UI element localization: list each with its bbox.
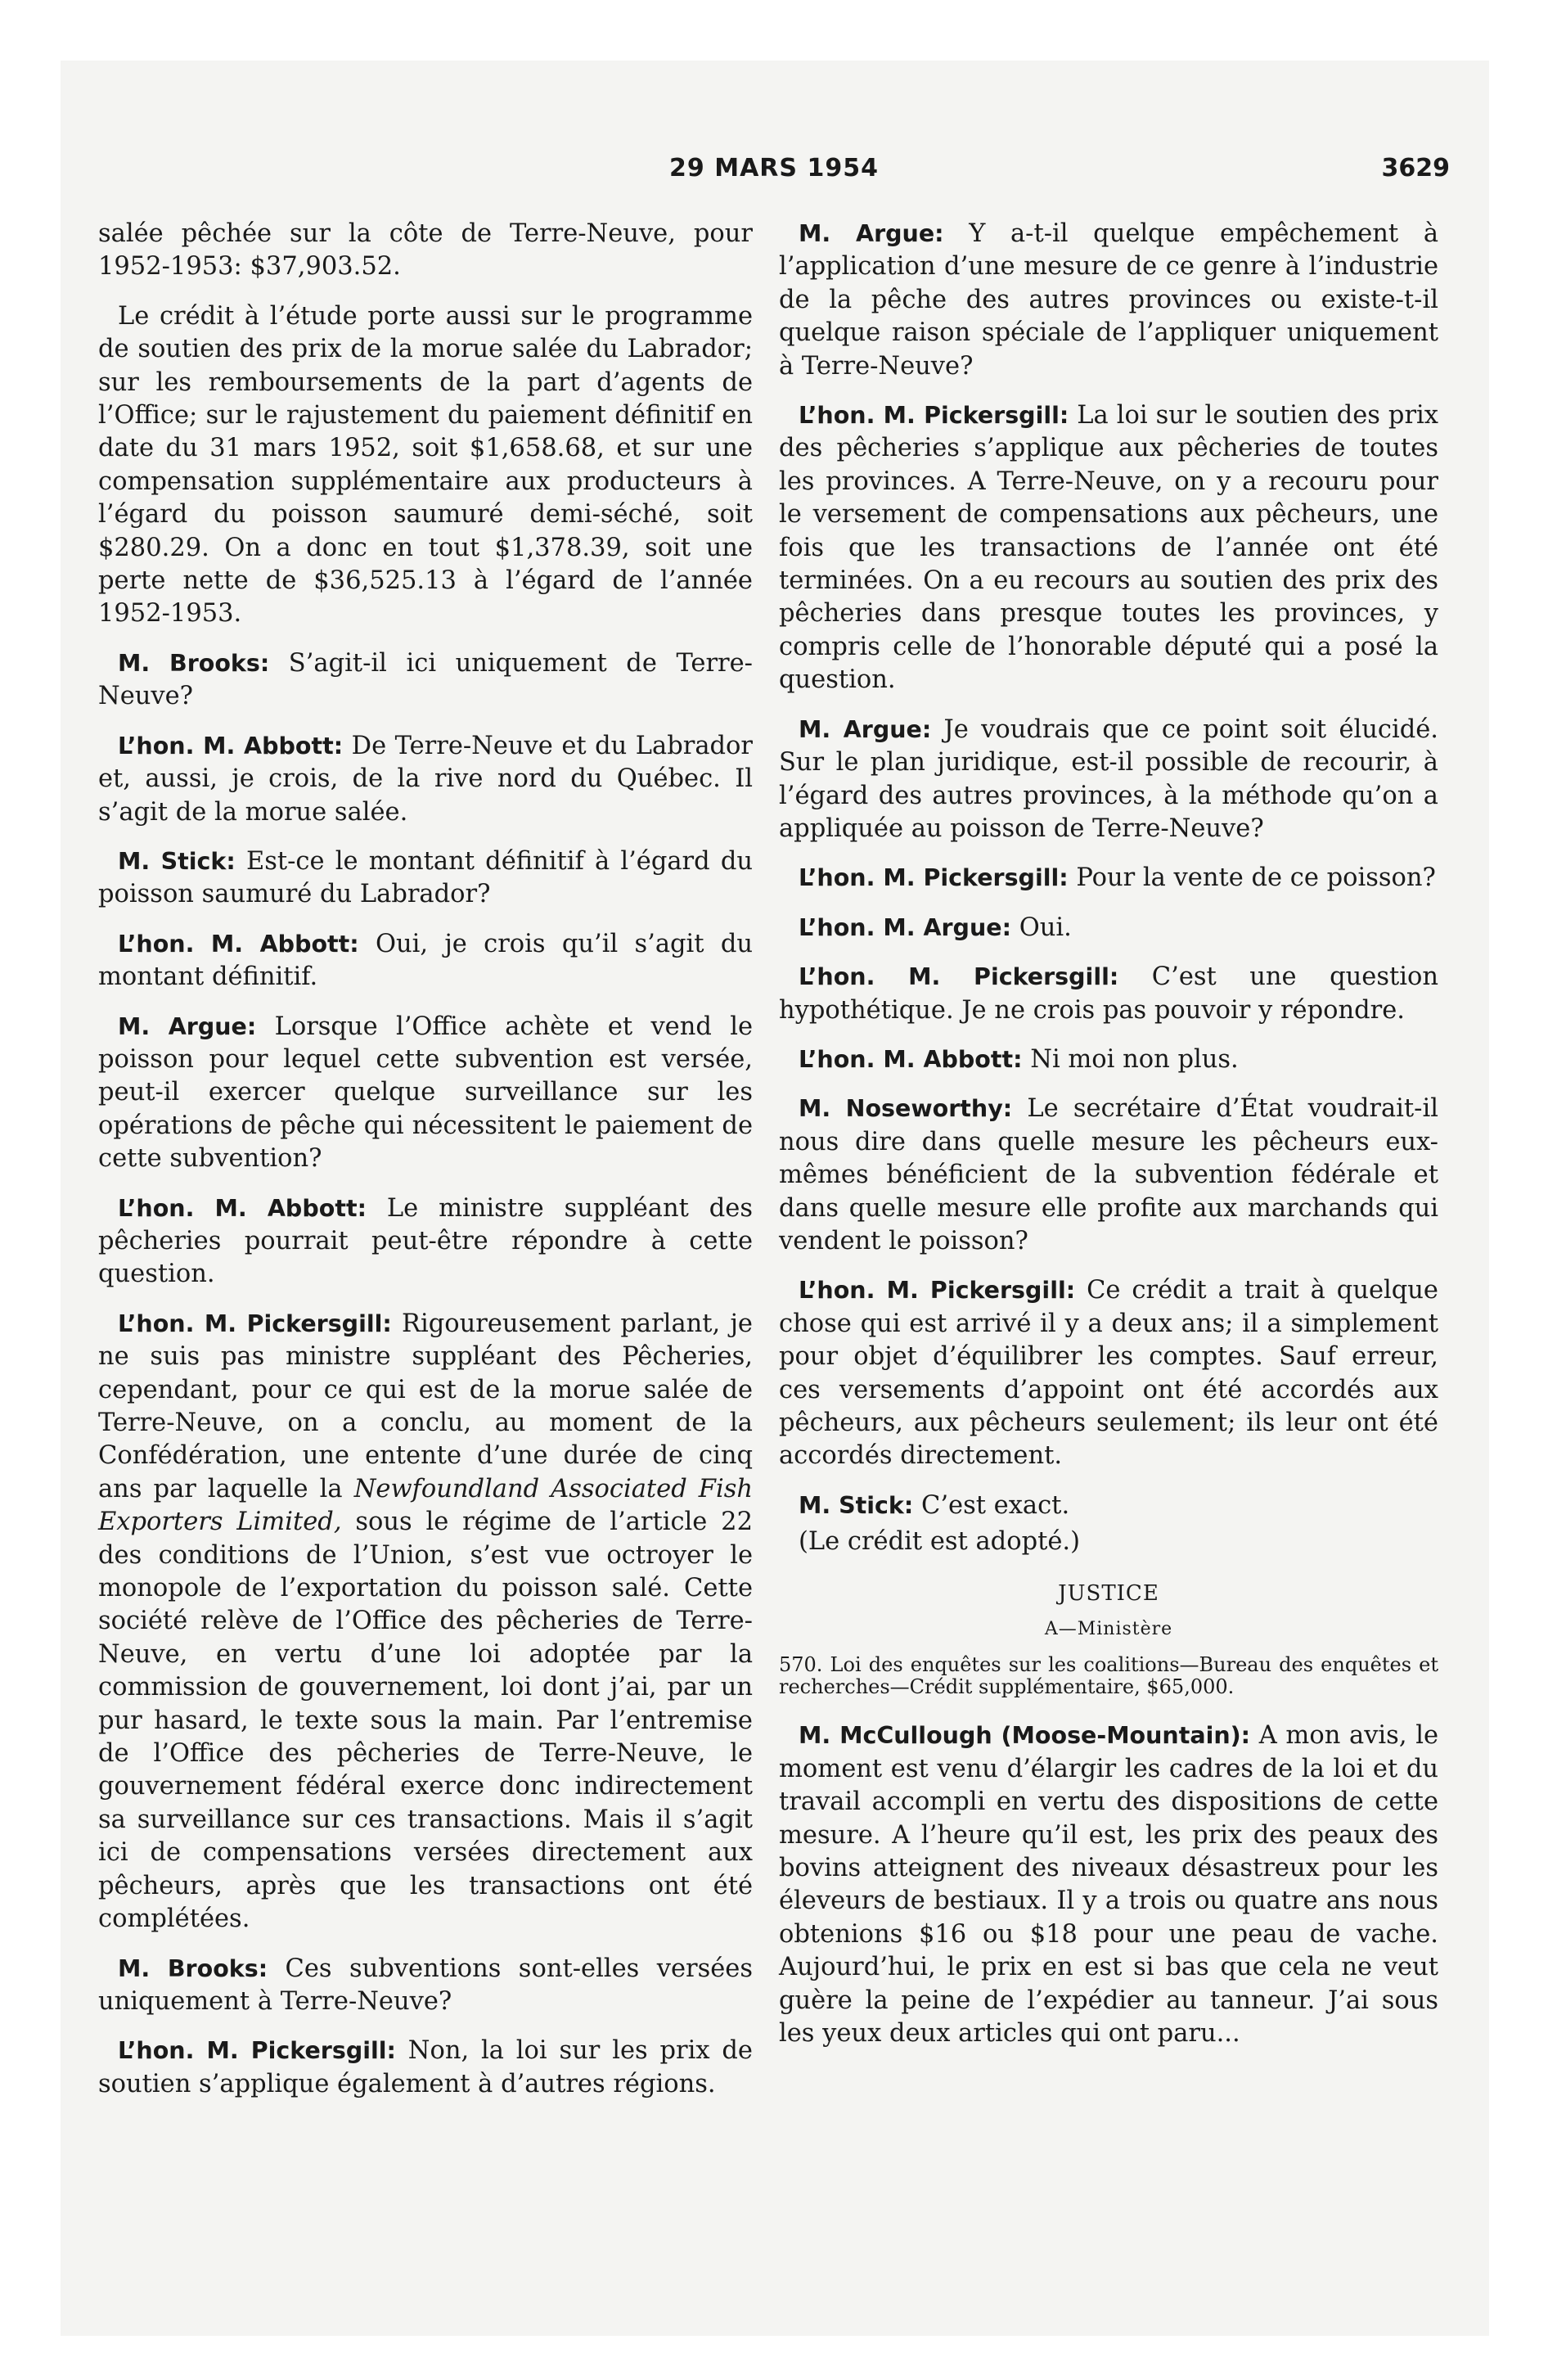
speech [779,1044,1438,1076]
speaker-name: L’hon. M. Pickersgill: [118,2037,396,2065]
speech [98,1308,753,1936]
speech-text: Ce crédit a trait à quelque chose qui est arrivé il y a deux ans; il a simplement pour objet d’équilibrer les comptes. Sauf erreur, ces versements d’appoint ont été accordés aux pêcheurs, aux pêcheurs seulement; ils leur ont été accordés directement. [779,1276,1438,1471]
speech-text: Ni moi non plus. [1030,1044,1239,1074]
right-column [779,218,1438,2067]
speech-text: De Terre-Neuve et du Labrador et, aussi, je crois, de la rive nord du Québec. Il s’agit de la morue salée. [98,731,753,827]
speech [98,730,753,829]
speech-text: Oui. [1019,913,1072,942]
speaker-name: M. Argue: [799,220,944,247]
speaker-name: M. McCullough (Moose-Mountain): [799,1722,1251,1750]
speaker-name: M. Argue: [118,1012,257,1040]
speech-text: Pour la vente de ce poisson? [1076,863,1436,893]
speech-text: Je voudrais que ce point soit élucidé. Sur le plan juridique, est-il possible de recourir, à l’égard des autres provinces, à la méthode qu’on a appliquée au poisson de Terre-Neuve? [779,714,1438,843]
speech [98,845,753,912]
speaker-name: M. Stick: [799,1491,914,1519]
vote-adopted-note: (Le crédit est adopté.) [799,1527,1080,1557]
speech [779,1274,1438,1472]
running-header [98,154,1450,190]
speaker-name: M. Brooks: [118,1954,268,1982]
speech [779,1720,1438,2050]
company-name-italic: Newfoundland Associated Fish Exporters Limited, [98,1474,754,1537]
vote-item: 570. Loi des enquêtes sur les coalitions—Bureau des enquêtes et recherches—Crédit supplémentaire, $65,000. [779,1653,1438,1699]
speech [98,928,753,994]
speech [779,961,1438,1027]
speech [779,1093,1438,1258]
header-date: 29 MARS 1954 [669,154,879,183]
speech-text: Non, la loi sur les prix de soutien s’applique également à d’autres régions. [98,2036,753,2098]
speech [779,714,1438,846]
speech [779,912,1438,944]
speech-text: La loi sur le soutien des prix des pêcheries s’applique aux pêcheries de toutes les provinces. A Terre-Neuve, on y a recouru pour le versement de compensations aux pêcheurs, une fois que les transactions de l’année ont été terminées. On a eu recours au soutien des prix des pêcheries dans presque toutes les provinces, y compris celle de l’honorable député qui a posé la question. [779,401,1438,695]
speech-text: Oui, je crois qu’il s’agit du montant définitif. [98,929,753,992]
section-subtitle [779,1613,1438,1646]
speaker-name: L’hon. M. Abbott: [799,1045,1023,1073]
paragraph-text: Le crédit à l’étude porte aussi sur le programme de soutien des prix de la morue salée du Labrador; sur les remboursements de la part d’agents de l’Office; sur le rajustement du paiement définitif en date du 31 mars 1952, soit $1,658.68, et sur une compensation supplémentaire aux producteurs à l’égard du poisson saumuré demi-séché, soit $280.29. On a donc en tout $1,378.39, soit une perte nette de $36,525.13 à l’égard de l’année 1952-1953. [98,301,753,629]
speaker-name: M. Argue: [799,715,932,743]
speech-text: Le ministre suppléant des pêcheries pourrait peut-être répondre à cette question. [98,1193,753,1289]
speech [98,2035,753,2101]
speech [779,218,1438,383]
paragraph [98,300,753,631]
speech [779,1490,1438,1522]
speech [779,862,1438,895]
speech-text: Rigoureusement parlant, je ne suis pas ministre suppléant des Pêcheries, cependant, pour ce qui est de la morue salée de Terre-Neuve, on a conclu, au moment de la Confédération, une entente d’une durée de cinq ans par laquelle la [98,1309,753,1503]
speaker-name: L’hon. M. Abbott: [118,930,359,958]
speech-text: Y a-t-il quelque empêchement à l’application d’une mesure de ce genre à l’industrie de la pêche des autres provinces ou existe-t-il quelque raison spéciale de l’appliquer uniquement à Terre-Neuve? [779,219,1438,381]
speech-text-continued: sous le régime de l’article 22 des conditions de l’Union, s’est vue octroyer le monopole de l’exportation du poisson salé. Cette société relève de l’Office des pêcheries de Terre-Neuve, en vertu d’une loi adoptée par la commission de gouvernement, loi dont j’ai, par un pur hasard, le texte sous la main. Par l’entremise de l’Office des pêcheries de Terre-Neuve, le gouvernement fédéral exerce donc indirectement sa surveillance sur ces transactions. Mais il s’agit ici de compensations versées directement aux pêcheurs, après que les transactions ont été complétées. [98,1508,753,1934]
speaker-name: L’hon. M. Pickersgill: [799,1277,1076,1305]
speaker-name: L’hon. M. Pickersgill: [118,1309,392,1337]
page-number: 3629 [1381,154,1450,183]
speech-text: Ces subventions sont-elles versées uniquement à Terre-Neuve? [98,1954,753,2016]
section-title: JUSTICE [1058,1580,1159,1606]
speech [98,1192,753,1291]
section-subtitle-text: A—Ministère [1044,1619,1173,1640]
speech [98,647,753,714]
speaker-name: L’hon. M. Abbott: [118,1194,367,1222]
speech [779,399,1438,697]
speech-text: Lorsque l’Office achète et vend le poisson pour lequel cette subvention est versée, peut-il exercer quelque surveillance sur les opérations de pêche qui nécessitent le paiement de cette subvention? [98,1012,754,1174]
speaker-name: L’hon. M. Pickersgill: [799,963,1119,991]
speaker-name: L’hon. M. Argue: [799,913,1011,941]
speech-text: A mon avis, le moment est venu d’élargir les cadres de la loi et du travail accompli en vertu des dispositions de cette mesure. A l’heure qu’il est, les prix des peaux des bovins atteignent des niveaux désastreux pour les éleveurs de bestiaux. Il y a trois ou quatre ans nous obtenions $16 ou $18 pour une peau de vache. Aujourd’hui, le prix en est si bas que cela ne veut guère la peine de l’expédier au tanneur. J’ai sous les yeux deux articles qui ont paru... [779,1721,1438,2049]
speech-text: Est-ce le montant définitif à l’égard du poisson saumuré du Labrador? [98,846,753,909]
speaker-name: L’hon. M. Abbott: [118,732,344,760]
speech [98,1953,753,2019]
speech-text: Le secrétaire d’État voudrait-il nous dire dans quelle mesure les pêcheurs eux-mêmes bénéficient de la subvention fédérale et dans quelle mesure elle profite aux marchands qui vendent le poisson? [779,1094,1438,1255]
speaker-name: L’hon. M. Pickersgill: [799,864,1069,892]
speaker-name: M. Stick: [118,847,236,875]
left-column [98,218,753,2117]
speech-text: C’est exact. [920,1490,1070,1520]
paragraph [98,218,753,284]
speaker-name: L’hon. M. Pickersgill: [799,402,1069,430]
speaker-name: M. Noseworthy: [799,1095,1013,1123]
speech-text: C’est une question hypothétique. Je ne crois pas pouvoir y répondre. [779,962,1438,1025]
paragraph-text: salée pêchée sur la côte de Terre-Neuve, pour 1952-1953: $37,903.52. [98,219,753,282]
speech-text: S’agit-il ici uniquement de Terre-Neuve? [98,648,753,711]
speaker-name: M. Brooks: [118,649,270,677]
speech [98,1011,753,1176]
